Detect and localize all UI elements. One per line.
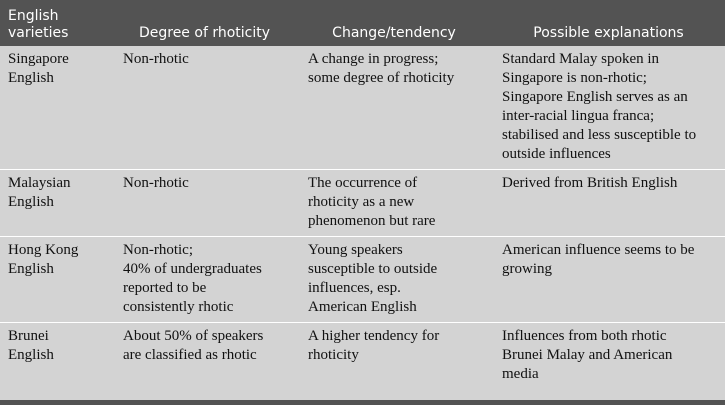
cell-line: Derived from British English: [502, 175, 678, 191]
cell-line: English: [8, 347, 54, 363]
cell-variety: [0, 237, 113, 323]
cell-line: are classified as rhotic: [123, 347, 257, 363]
cell-line: rhoticity: [308, 347, 359, 363]
table-row: [0, 170, 725, 237]
cell-line: stabilised and less susceptible to: [502, 127, 697, 143]
table-row: [0, 323, 725, 390]
header-line: varieties: [8, 25, 69, 41]
cell-line: inter-racial lingua franca;: [502, 108, 655, 124]
cell-degree: [113, 46, 296, 170]
cell-change: [296, 170, 492, 237]
cell-line: Non-rhotic;: [123, 242, 193, 258]
header-line: English: [8, 8, 59, 24]
table-bottom-rule: [0, 400, 725, 405]
cell-line: A change in progress;: [308, 51, 439, 67]
cell-line: consistently rhotic: [123, 299, 234, 315]
cell-explanation: [492, 237, 725, 323]
cell-line: susceptible to outside: [308, 261, 438, 277]
cell-variety: [0, 323, 113, 390]
cell-line: influences, esp.: [308, 280, 401, 296]
cell-degree: [113, 237, 296, 323]
cell-explanation: [492, 170, 725, 237]
cell-line: some degree of rhoticity: [308, 70, 455, 86]
cell-line: English: [8, 70, 54, 86]
cell-line: 40% of undergraduates: [123, 261, 262, 277]
cell-line: Singapore English serves as an: [502, 89, 688, 105]
cell-line: Standard Malay spoken in: [502, 51, 660, 67]
cell-line: English: [8, 194, 54, 210]
cell-variety: [0, 46, 113, 170]
cell-line: American influence seems to be: [502, 242, 695, 258]
table-header-row: [0, 0, 725, 46]
cell-line: outside influences: [502, 146, 611, 162]
cell-line: About 50% of speakers: [123, 328, 264, 344]
header-degree-of-rhoticity: Degree of rhoticity: [138, 25, 271, 41]
cell-line: Brunei: [8, 328, 49, 344]
cell-line: Young speakers: [308, 242, 403, 258]
cell-degree: [113, 170, 296, 237]
cell-line: phenomenon but rare: [308, 213, 436, 229]
cell-line: A higher tendency for: [308, 328, 440, 344]
cell-line: media: [502, 366, 539, 382]
cell-line: Brunei Malay and American: [502, 347, 673, 363]
cell-change: [296, 237, 492, 323]
cell-line: Influences from both rhotic: [502, 328, 667, 344]
cell-line: Non-rhotic: [123, 51, 189, 67]
cell-line: rhoticity as a new: [308, 194, 415, 210]
cell-variety: [0, 170, 113, 237]
cell-line: growing: [502, 261, 552, 277]
header-change-tendency: Change/tendency: [332, 25, 456, 41]
cell-change: [296, 46, 492, 170]
cell-line: Hong Kong: [8, 242, 79, 258]
cell-line: reported to be: [123, 280, 207, 296]
cell-explanation: [492, 323, 725, 390]
cell-line: American English: [308, 299, 417, 315]
cell-line: The occurrence of: [308, 175, 418, 191]
table-body: [0, 46, 725, 389]
cell-change: [296, 323, 492, 390]
table-row: [0, 46, 725, 170]
cell-explanation: [492, 46, 725, 170]
table-row: [0, 237, 725, 323]
cell-line: Singapore is non-rhotic;: [502, 70, 647, 86]
header-english-varieties: [0, 0, 113, 46]
cell-line: English: [8, 261, 54, 277]
cell-line: Non-rhotic: [123, 175, 189, 191]
cell-degree: [113, 323, 296, 390]
header-possible-explanations: Possible explanations: [533, 25, 684, 41]
cell-line: Malaysian: [8, 175, 71, 191]
cell-line: Singapore: [8, 51, 69, 67]
